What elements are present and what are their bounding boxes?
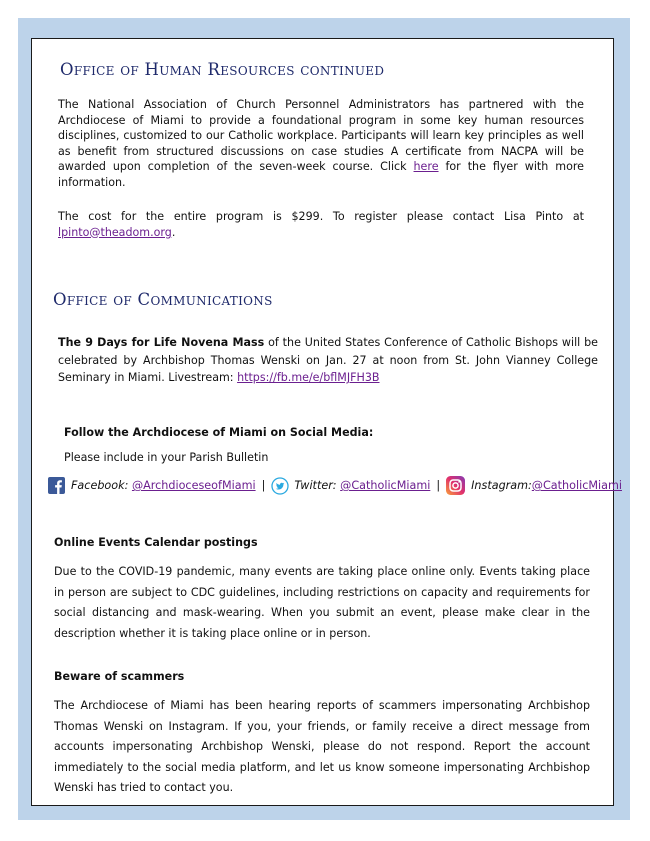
twitter-icon[interactable] xyxy=(271,477,288,494)
email-link[interactable]: lpinto@theadom.org xyxy=(58,225,172,239)
instagram-icon[interactable] xyxy=(446,476,465,495)
twitter-label: Twitter: xyxy=(294,479,337,492)
follow-note: Please include in your Parish Bulletin xyxy=(64,451,269,464)
instagram-link[interactable]: @CatholicMiami xyxy=(531,479,622,492)
hr-cost-text: The cost for the entire program is $299. To register please contact Lisa Pinto at xyxy=(58,210,584,223)
scam-body: The Archdiocese of Miami has been hearing reports of scammers impersonating Archbishop Thomas Wenski on Instagram. If you, your friends, or family receive a direct message from accounts impersonating Archbishop Wenski, please do not respond. Report the account immediately to the social media platform, and let us know someone impersonating Archbishop Wenski has tried to contact you. xyxy=(54,699,590,794)
events-title: Online Events Calendar postings xyxy=(54,536,258,549)
hr-text-1: The National Association of Church Personnel Administrators has partnered with the Archdiocese of Miami to provide a foundational program in some key human resources disciplines, customized to our Catholic workplace. Participants will learn key principles as well as benefit from structured discussions on case studies A certificate from NACPA will be awarded upon completion of the seven-week course. Click xyxy=(58,98,584,173)
novena-title: The 9 Days for Life Novena Mass xyxy=(58,336,265,349)
follow-title: Follow the Archdiocese of Miami on Social Media: xyxy=(64,426,374,439)
scam-title: Beware of scammers xyxy=(54,670,185,683)
hr-cost-end: . xyxy=(171,225,176,239)
novena-paragraph xyxy=(58,334,598,387)
livestream-link[interactable]: https://fb.me/e/bflMJFH3B xyxy=(237,371,380,384)
instagram-label: Instagram: xyxy=(471,479,532,492)
hr-cost-paragraph xyxy=(58,209,584,240)
facebook-link[interactable]: @ArchdioceseofMiami xyxy=(131,479,256,492)
communications-heading: Office of Communications xyxy=(53,290,273,309)
hr-heading: Office of Human Resources continued xyxy=(60,60,385,79)
novena-text: of the United States Conference of Catholic Bishops will be celebrated by Archbishop Thomas Wenski on Jan. 27 at noon from St. John Vianney College Seminary in Miami. Livestream: xyxy=(58,336,598,384)
newsletter-page xyxy=(31,38,622,806)
flyer-link[interactable]: here xyxy=(413,160,439,173)
social-media-row xyxy=(48,476,622,495)
separator: | xyxy=(261,479,266,492)
hr-text-2: for the flyer with more information. xyxy=(58,160,584,189)
facebook-icon[interactable] xyxy=(48,477,65,494)
events-body: Due to the COVID-19 pandemic, many events are taking place online only. Events taking place in person are subject to CDC guidelines, including restrictions on capacity and requirements for social distancing and mask-wearing. When you submit an event, please make clear in the description whether it is taking place online or in person. xyxy=(54,565,590,640)
twitter-link[interactable]: @CatholicMiami xyxy=(340,479,431,492)
facebook-label: Facebook: xyxy=(71,479,129,492)
hr-paragraph xyxy=(58,97,584,190)
separator: | xyxy=(436,479,441,492)
